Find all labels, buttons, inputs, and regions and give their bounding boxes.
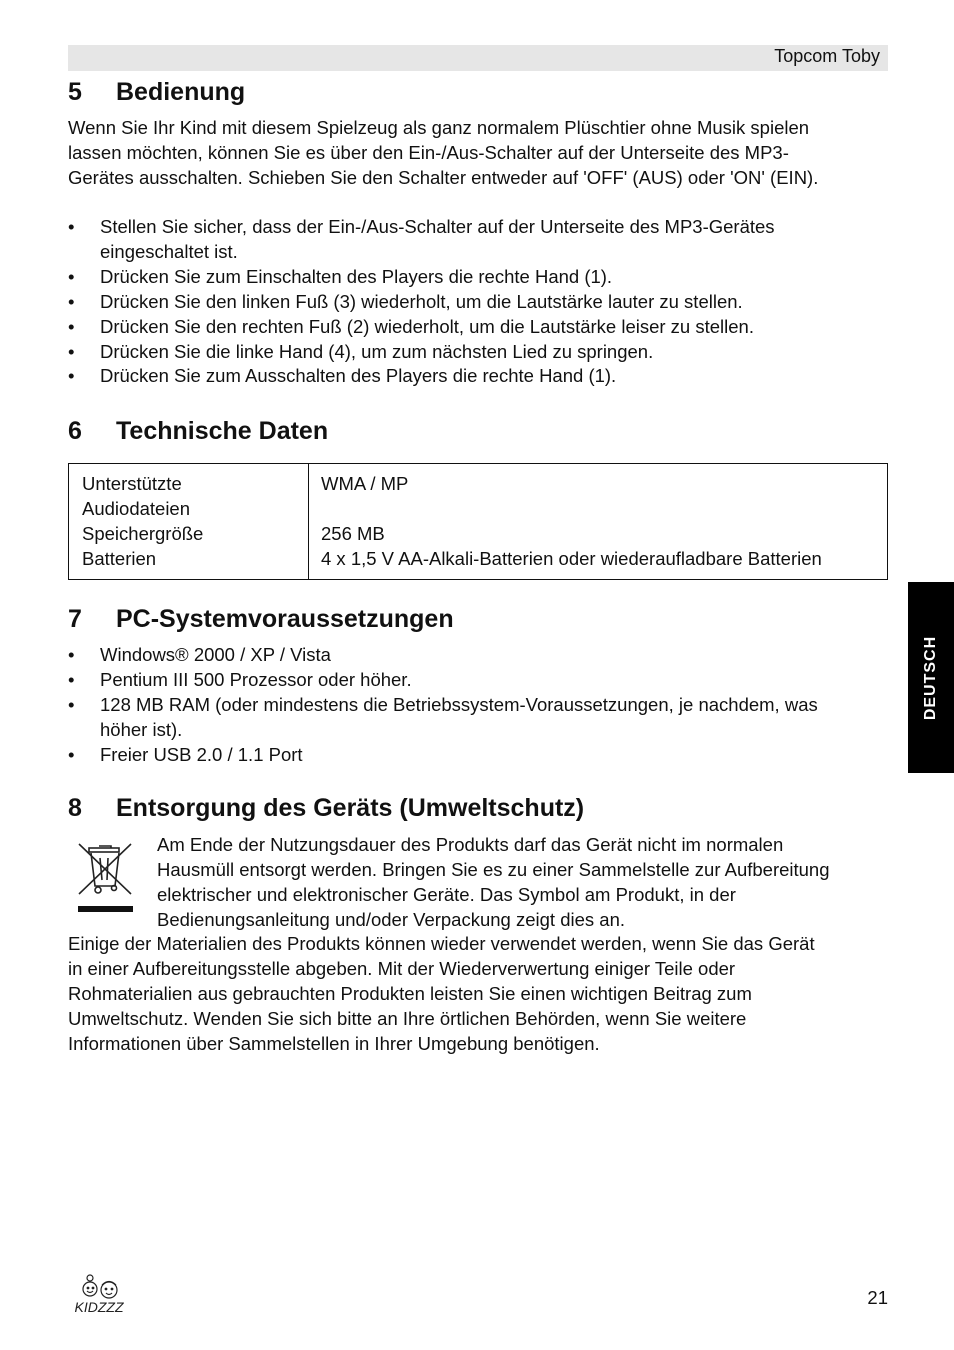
- section-title: Entsorgung des Geräts (Umweltschutz): [116, 794, 585, 822]
- text-line: Gerätes ausschalten. Schieben Sie den Schalter entweder auf 'OFF' (AUS) oder 'ON' (EIN).: [68, 166, 819, 188]
- section-title: PC-Systemvoraussetzungen: [116, 605, 454, 633]
- disposal-body-text: [68, 932, 893, 1057]
- text-line: Rohmaterialien aus gebrauchten Produkten leisten Sie einen wichtigen Beitrag zum: [68, 982, 752, 1004]
- page-number: 21: [867, 1287, 888, 1308]
- table-value: 256 MB: [321, 522, 385, 544]
- table-value-column: [321, 472, 822, 572]
- section-number: 5: [68, 78, 82, 106]
- text-line: Hausmüll entsorgt werden. Bringen Sie es zu einer Sammelstelle zur Aufbereitung: [157, 858, 830, 880]
- text-line: Am Ende der Nutzungsdauer des Produkts darf das Gerät nicht im normalen: [157, 834, 784, 855]
- section-7-heading: [68, 604, 454, 634]
- list-item: • Drücken Sie zum Einschalten des Players die rechte Hand (1).: [68, 265, 613, 287]
- kidzzz-logo: [62, 1272, 136, 1316]
- table-value: 4 x 1,5 V AA-Alkali-Batterien oder wiederaufladbare Batterien: [321, 547, 822, 569]
- list-item: • 128 MB RAM (oder mindestens die Betriebssystem-Voraussetzungen, je nachdem, was höher ist).: [68, 693, 818, 740]
- list-item: • Windows® 2000 / XP / Vista: [68, 644, 331, 665]
- text-line: Umweltschutz. Wenden Sie sich bitte an Ihre örtlichen Behörden, wenn Sie weitere: [68, 1007, 747, 1029]
- table-column-divider: [308, 464, 309, 579]
- section-title: Bedienung: [116, 78, 246, 106]
- list-item: • Pentium III 500 Prozessor oder höher.: [68, 668, 412, 690]
- spec-table: [68, 463, 888, 580]
- table-label: Unterstützte: [82, 473, 182, 494]
- section-5-list: [68, 215, 893, 389]
- crossed-out-wheelie-bin-icon: [73, 838, 137, 916]
- side-tab-label: DEUTSCH: [922, 635, 939, 720]
- section-5-heading: [68, 77, 245, 107]
- text-line: Bedienungsanleitung und/oder Verpackung zeigt dies an.: [157, 908, 625, 930]
- table-label-column: [82, 472, 203, 572]
- text-line: Einige der Materialien des Produkts können wieder verwendet werden, wenn Sie das Gerät: [68, 933, 815, 954]
- list-item: • Drücken Sie den linken Fuß (3) wiederholt, um die Lautstärke lauter zu stellen.: [68, 290, 743, 312]
- header-title: Topcom Toby: [774, 46, 880, 66]
- section-8-heading: [68, 793, 584, 823]
- section-7-list: [68, 643, 893, 768]
- list-item: • Freier USB 2.0 / 1.1 Port: [68, 743, 303, 765]
- logo-text: KIDZZZ: [74, 1299, 124, 1315]
- text-line: Informationen über Sammelstellen in Ihrer Umgebung benötigen.: [68, 1032, 600, 1054]
- text-line: in einer Aufbereitungsstelle abgeben. Mit der Wiederverwertung einiger Teile oder: [68, 957, 736, 979]
- section-number: 7: [68, 605, 82, 633]
- table-label: Batterien: [82, 547, 157, 569]
- language-side-tab: [908, 582, 954, 773]
- text-line: elektrischer und elektronischer Geräte. Das Symbol am Produkt, in der: [157, 883, 736, 905]
- table-label: Speichergröße: [82, 522, 204, 544]
- disposal-icon-text: [157, 833, 893, 933]
- list-item: • Drücken Sie die linke Hand (4), um zum nächsten Lied zu springen.: [68, 340, 654, 362]
- text-line: lassen möchten, können Sie es über den Ein-/Aus-Schalter auf der Unterseite des MP3-: [68, 141, 789, 163]
- table-value: WMA / MP: [321, 473, 409, 494]
- section-5-intro: [68, 116, 893, 191]
- list-item: • Drücken Sie den rechten Fuß (2) wiederholt, um die Lautstärke leiser zu stellen.: [68, 315, 754, 337]
- section-number: 8: [68, 794, 82, 822]
- list-item: • Stellen Sie sicher, dass der Ein-/Aus-Schalter auf der Unterseite des MP3-Gerätes eingeschaltet ist.: [68, 216, 775, 262]
- header-bar: [68, 45, 888, 71]
- section-number: 6: [68, 417, 82, 445]
- section-title: Technische Daten: [116, 417, 329, 445]
- section-6-heading: [68, 416, 328, 446]
- table-label: Audiodateien: [82, 497, 191, 519]
- list-item: • Drücken Sie zum Ausschalten des Players die rechte Hand (1).: [68, 365, 617, 387]
- text-line: Wenn Sie Ihr Kind mit diesem Spielzeug als ganz normalem Plüschtier ohne Musik spielen: [68, 117, 810, 138]
